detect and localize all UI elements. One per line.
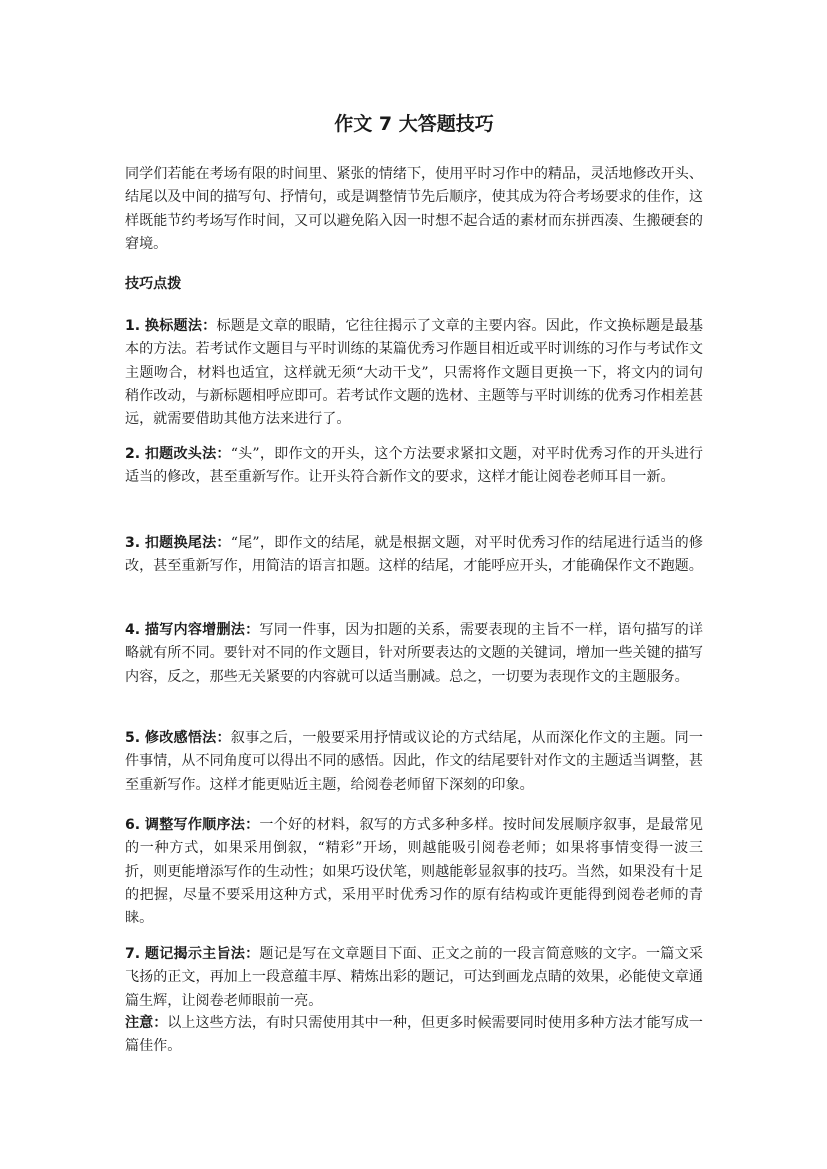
technique-text: 一个好的材料，叙写的方式多种多样。按时间发展顺序叙事，是最常见的一种方式，如果采用倒叙，“精彩”开场，则越能吸引阅卷老师；如果将事情变得一波三折，则更能增添写作的生动性；如果巧设伏笔，则越能彰显叙事的技巧。当然，如果没有十足的把握，尽量不要采用这种方式，采用平时优秀习作的原有结构或许更能得到阅卷老师的青睐。 — [125, 817, 703, 927]
technique-item-6 — [125, 814, 703, 930]
technique-term: 修改感悟法： — [144, 730, 231, 746]
technique-number: 7. — [125, 946, 141, 962]
technique-number: 6. — [125, 817, 141, 833]
technique-item-2 — [125, 443, 703, 490]
note-label: 注意： — [125, 1015, 168, 1031]
technique-term: 扣题换尾法： — [144, 535, 231, 551]
technique-item-5 — [125, 727, 703, 797]
note-paragraph — [125, 1012, 703, 1059]
technique-text: 叙事之后，一般要采用抒情或议论的方式结尾，从而深化作文的主题。同一件事情，从不同角度可以得出不同的感悟。因此，作文的结尾要针对作文的主题适当调整，甚至重新写作。这样才能更贴近主题，给阅卷老师留下深刻的印象。 — [125, 730, 703, 793]
technique-number: 5. — [125, 730, 141, 746]
technique-item-7 — [125, 943, 703, 1013]
technique-number: 4. — [125, 622, 141, 638]
technique-number: 1. — [125, 318, 141, 334]
intro-paragraph: 同学们若能在考场有限的时间里、紧张的情绪下，使用平时习作中的精品，灵活地修改开头、结尾以及中间的描写句、抒情句，或是调整情节先后顺序，使其成为符合考场要求的佳作，这样既能节约考场写作时间，又可以避免陷入因一时想不起合适的素材而东拼西凑、生搬硬套的窘境。 — [125, 166, 703, 252]
technique-term: 题记揭示主旨法： — [144, 946, 260, 962]
technique-item-4 — [125, 619, 703, 689]
technique-text: “尾”，即作文的结尾，就是根据文题，对平时优秀习作的结尾进行适当的修改，甚至重新写作，用简洁的语言扣题。这样的结尾，才能呼应开头，才能确保作文不跑题。 — [125, 535, 704, 575]
technique-text: 标题是文章的眼睛，它往往揭示了文章的主要内容。因此，作文换标题是最基本的方法。若考试作文题目与平时训练的某篇优秀习作题目相近或平时训练的习作与考试作文主题吻合，材料也适宜，这样就无须“大动干戈”，只需将作文题目更换一下，将文内的词句稍作改动，与新标题相呼应即可。若考试作文题的选材、主题等与平时训练的优秀习作相差甚远，就需要借助其他方法来进行了。 — [125, 318, 704, 428]
technique-item-3 — [125, 532, 703, 579]
technique-text: 题记是写在文章题目下面、正文之前的一段言简意赅的文字。一篇文采飞扬的正文，再加上一段意蕴丰厚、精炼出彩的题记，可达到画龙点睛的效果，必能使文章通篇生辉，让阅卷老师眼前一亮。 — [125, 946, 703, 1009]
document-title: 作文 7 大答题技巧 — [334, 113, 494, 135]
technique-number: 3. — [125, 535, 141, 551]
note-text: 以上这些方法，有时只需使用其中一种，但更多时候需要同时使用多种方法才能写成一篇佳作。 — [125, 1015, 703, 1055]
technique-term: 扣题改头法： — [144, 446, 231, 462]
technique-text: “头”，即作文的开头，这个方法要求紧扣文题，对平时优秀习作的开头进行适当的修改，甚至重新写作。让开头符合新作文的要求，这样才能让阅卷老师耳目一新。 — [125, 446, 704, 486]
technique-term: 换标题法： — [144, 318, 217, 334]
technique-item-1 — [125, 315, 703, 431]
section-heading: 技巧点拨 — [125, 276, 182, 292]
technique-term: 描写内容增删法： — [144, 622, 260, 638]
technique-term: 调整写作顺序法： — [144, 817, 260, 833]
technique-text: 写同一件事，因为扣题的关系，需要表现的主旨不一样，语句描写的详略就有所不同。要针对不同的作文题目，针对所要表达的文题的关键词，增加一些关键的描写内容，反之，那些无关紧要的内容就可以适当删减。总之，一切要为表现作文的主题服务。 — [125, 622, 703, 685]
technique-number: 2. — [125, 446, 141, 462]
